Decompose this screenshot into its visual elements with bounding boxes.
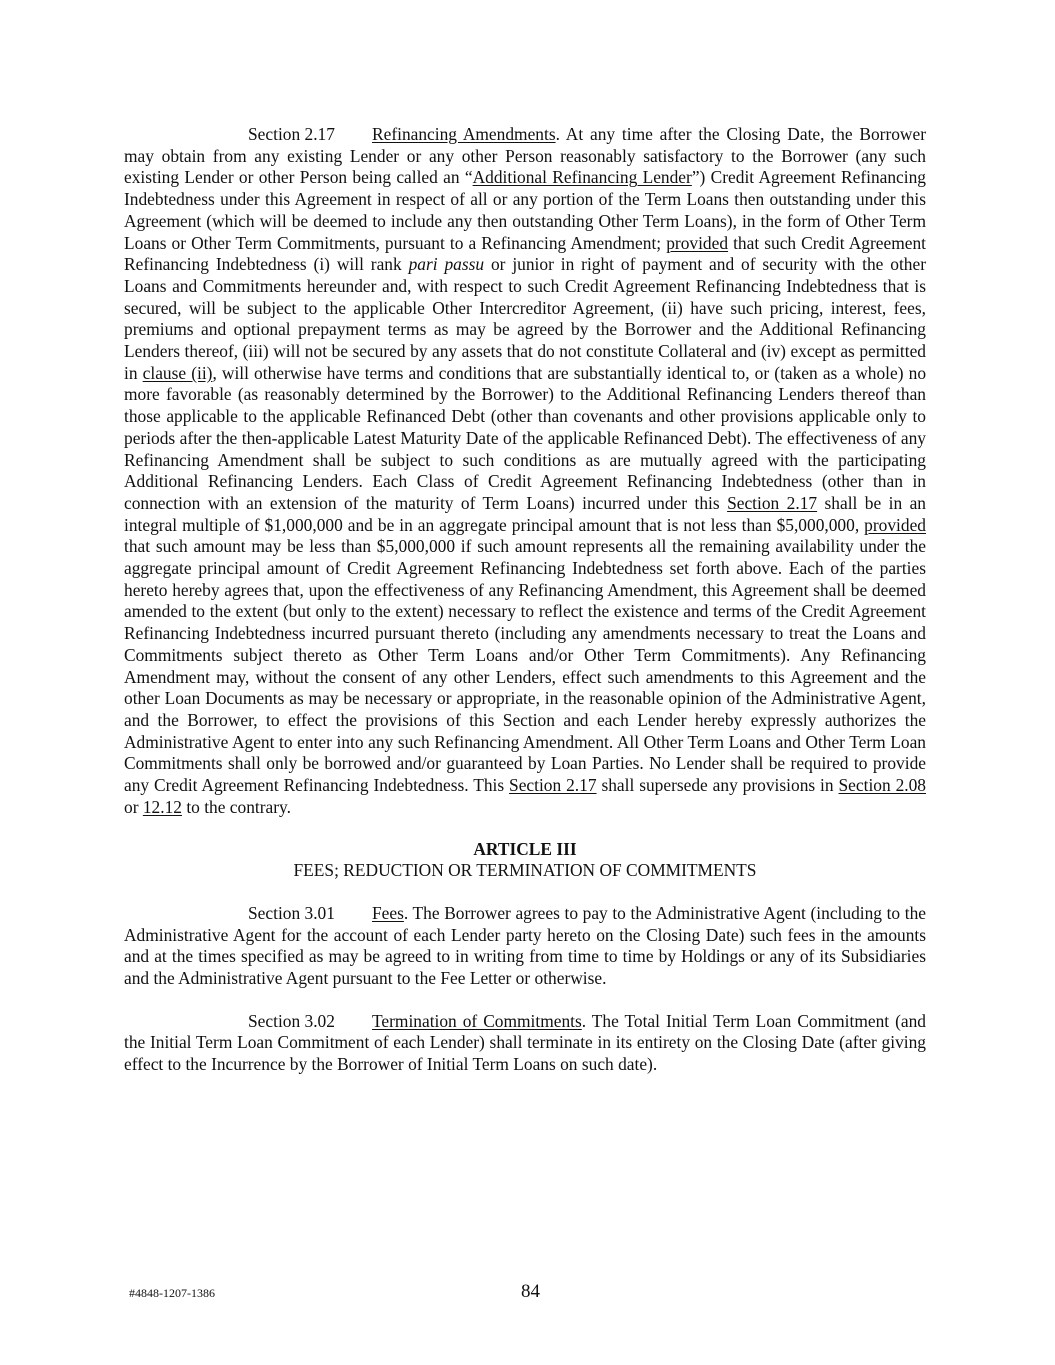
body-text: shall be in an integral multiple of $1,000,000 and be in an aggregate principal amount that is not less than $5,000,000,: [124, 492, 927, 535]
section-reference: 12.12: [142, 796, 182, 817]
defined-term: Additional Refinancing Lender: [472, 167, 692, 188]
section-3-02-paragraph: [124, 1011, 926, 1076]
body-text: . The Total Initial Term Loan Commitment (and the Initial Term Loan Commitment of each Lender) shall terminate in its entirety on the Closing Date (after giving effect to the Incurrence by the Borrower of Initial Term Loans on such date).: [124, 1010, 926, 1075]
italic-term: pari passu: [408, 254, 485, 275]
body-text: that such amount may be less than $5,000,000 if such amount represents all the remaining availability under the aggregate principal amount of Credit Agreement Refinancing Indebtedness set forth above. Each of the parties hereto hereby agrees that, upon the effectiveness of any Refinancing Amendment, this Agreement shall be deemed amended to the extent (but only to the extent) necessary to reflect the existence and terms of the Credit Agreement Refinancing Indebtedness incurred pursuant thereto (including any amendments necessary to treat the Loans and Commitments subject thereto as Other Term Loans and/or Other Term Commitments). Any Refinancing Amendment may, without the consent of any other Lenders, effect such amendments to this Agreement and the other Loan Documents as may be necessary or appropriate, in the reasonable opinion of the Administrative Agent, and the Borrower, to effect the provisions of this Section and each Lender hereby expressly authorizes the Administrative Agent to enter into any such Refinancing Amendment. All Other Term Loans and Other Term Loan Commitments shall only be borrowed and/or guaranteed by Loan Parties. No Lender shall be required to provide any Credit Agreement Refinancing Indebtedness. This: [124, 536, 926, 796]
body-text: . At any time after the Closing Date, the Borrower may obtain from any existing Lender or any other Person reasonably satisfactory to the Borrower (any such existing Lender or other Person being called an “: [124, 124, 927, 188]
provided-term: provided: [864, 514, 926, 535]
article-subtitle: FEES; REDUCTION OR TERMINATION OF COMMITMENTS: [293, 860, 757, 881]
footer-page-number: 84: [521, 1281, 540, 1302]
body-text: ”) Credit Agreement Refinancing Indebtedness under this Agreement in respect of all or any portion of the Term Loans then outstanding under this Agreement (which will be deemed to include any then outstanding Other Term Loans), in the form of Other Term Loans or Other Term Commitments, pursuant to a Refinancing Amendment;: [124, 167, 927, 253]
section-heading: Termination of Commitments: [372, 1010, 582, 1031]
article-heading: [124, 839, 926, 882]
body-text: . The Borrower agrees to pay to the Administrative Agent (including to the Administrative Agent for the account of each Lender party hereto on the Closing Date) such fees in the amounts and at the times specified as may be agreed to in writing from time to time by Holdings or any of its Subsidiaries and the Administrative Agent pursuant to the Fee Letter or otherwise.: [124, 902, 926, 989]
section-number: Section 3.02: [248, 1010, 335, 1031]
section-number: Section 3.01: [248, 902, 335, 923]
section-2-17-paragraph: [124, 124, 926, 819]
section-3-01-paragraph: [124, 903, 926, 990]
clause-reference: clause (ii): [142, 362, 213, 383]
section-reference: Section 2.08: [838, 775, 927, 796]
document-page: [124, 124, 926, 1076]
section-heading: Refinancing Amendments: [372, 124, 556, 144]
body-text: , will otherwise have terms and conditions that are substantially identical to, or (taken as a whole) no more favorable (as reasonably determined by the Borrower) to the Additional Refinancing Lenders thereof than those applicable to the applicable Refinanced Debt (other than covenants and other provisions applicable only to periods after the then-applicable Latest Maturity Date of the applicable Refinanced Debt). The effectiveness of any Refinancing Amendment shall be subject to such conditions as are mutually agreed with the participating Additional Refinancing Lenders. Each Class of Credit Agreement Refinancing Indebtedness (other than in connection with an extension of the maturity of Term Loans) incurred under this: [124, 362, 927, 513]
body-text: or junior in right of payment and of security with the other Loans and Commitments hereunder and, with respect to such Credit Agreement Refinancing Indebtedness that is secured, will be subject to the applicable Other Intercreditor Agreement, (ii) have such pricing, interest, fees, premiums and optional prepayment terms as may be agreed by the Borrower and the Additional Refinancing Lenders thereof, (iii) will not be secured by any assets that do not constitute Collateral and (iv) except as permitted in: [124, 254, 926, 383]
body-text: or: [124, 796, 143, 817]
body-text: shall supersede any provisions in: [596, 775, 839, 796]
footer-document-id: #4848-1207-1386: [129, 1286, 215, 1300]
section-reference: Section 2.17: [509, 775, 597, 796]
body-text: that such Credit Agreement Refinancing Indebtedness (i) will rank: [124, 232, 926, 275]
provided-term: provided: [666, 232, 729, 253]
article-title: ARTICLE III: [473, 838, 577, 859]
section-reference: Section 2.17: [727, 492, 818, 513]
body-text: to the contrary.: [181, 796, 291, 817]
section-heading: Fees: [372, 902, 404, 923]
section-number: Section 2.17: [248, 124, 335, 144]
